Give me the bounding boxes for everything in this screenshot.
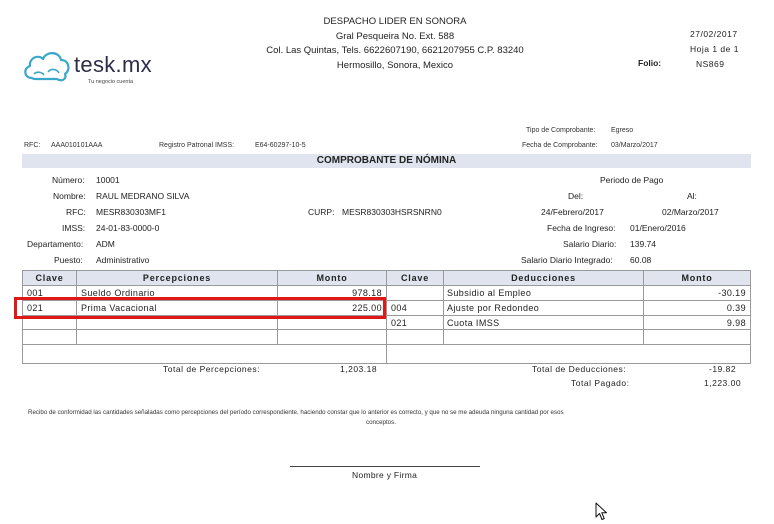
imss-label: IMSS: — [62, 223, 86, 233]
numero-label: Número: — [52, 175, 85, 185]
percepcion-monto: 978.18 — [352, 288, 382, 298]
deduccion-monto: 9.98 — [726, 318, 746, 328]
curp-value: MESR830303HSRSNRN0 — [342, 207, 442, 217]
periodo-del-value: 24/Febrero/2017 — [541, 207, 604, 217]
company-address-2: Col. Las Quintas, Tels. 6622607190, 6621207955 C.P. 83240 — [266, 45, 524, 56]
employee-rfc-label: RFC: — [66, 207, 86, 217]
percepcion-monto: 225.00 — [352, 303, 382, 313]
registro-patronal-value: E64-60297-10-5 — [255, 142, 306, 149]
tipo-comprobante-label: Tipo de Comprobante: — [526, 127, 596, 134]
curp-label: CURP: — [308, 207, 335, 217]
salario-integrado-value: 60.08 — [630, 255, 652, 265]
header-divider — [277, 271, 278, 285]
employee-rfc-value: MESR830303MF1 — [96, 207, 166, 217]
folio-label: Folio: — [638, 58, 662, 68]
logo-tagline: Tu negocio cuenta — [88, 79, 134, 85]
recibo-text-continuation: conceptos. — [366, 419, 396, 426]
puesto-label: Puesto: — [54, 255, 83, 265]
fecha-comprobante-label: Fecha de Comprobante: — [522, 142, 598, 149]
recibo-text: Recibo de conformidad las cantidades señaladas como percepciones del período correspondiente, haciendo constar que lo anterior es correcto, y que no se me adeuda ninguna cantidad por esos — [28, 409, 564, 416]
total-percepciones-label: Total de Percepciones: — [163, 364, 260, 374]
logo-name: tesk.mx — [74, 52, 152, 77]
departamento-value: ADM — [96, 239, 115, 249]
row-divider — [23, 285, 750, 286]
row-divider — [23, 329, 750, 330]
deduccion-clave: 021 — [391, 318, 408, 328]
deduccion-concepto: Ajuste por Redondeo — [447, 303, 540, 313]
deduccion-clave: 004 — [391, 303, 408, 313]
company-address-3: Hermosillo, Sonora, Mexico — [336, 60, 454, 71]
company-name: DESPACHO LIDER EN SONORA — [323, 16, 467, 27]
tipo-comprobante-value: Egreso — [611, 127, 634, 134]
imss-value: 24-01-83-0000-0 — [96, 223, 160, 233]
periodo-al-value: 02/Marzo/2017 — [662, 207, 719, 217]
salario-diario-value: 139.74 — [630, 239, 656, 249]
nombre-label: Nombre: — [53, 191, 86, 201]
signature-line — [290, 466, 480, 467]
puesto-value: Administrativo — [96, 255, 150, 265]
company-address-1: Gral Pesqueira No. Ext. 588 — [335, 31, 455, 42]
percepcion-concepto: Prima Vacacional — [81, 303, 157, 313]
fecha-comprobante-value: 03/Marzo/2017 — [611, 142, 658, 149]
deduccion-monto: 0.39 — [726, 303, 746, 313]
salario-diario-label: Salario Diario: — [563, 239, 617, 249]
header-divider — [76, 271, 77, 285]
periodo-del-label: Del: — [568, 191, 584, 201]
page-indicator: Hoja 1 de 1 — [690, 44, 739, 54]
header-deducciones: Deducciones — [511, 273, 576, 283]
total-pagado-label: Total Pagado: — [571, 378, 630, 388]
header-divider — [443, 271, 444, 285]
departamento-label: Departamento: — [27, 239, 84, 249]
tesk-logo — [22, 48, 162, 92]
deduccion-monto: -30.19 — [718, 288, 746, 298]
deduccion-concepto: Cuota IMSS — [447, 318, 500, 328]
numero-value: 10001 — [96, 175, 120, 185]
folio-value: NS869 — [696, 59, 725, 69]
total-pagado-value: 1,223.00 — [704, 378, 742, 388]
total-deducciones-label: Total de Deducciones: — [532, 364, 627, 374]
header-percepciones: Percepciones — [142, 273, 212, 283]
rfc-value: AAA010101AAA — [51, 142, 103, 149]
registro-patronal-label: Registro Patronal IMSS: — [159, 142, 235, 149]
deduccion-concepto: Subsidio al Empleo — [447, 288, 532, 298]
percepcion-concepto: Sueldo Ordinario — [81, 288, 155, 298]
periodo-al-label: Al: — [687, 191, 697, 201]
header-clave-deducciones: Clave — [400, 273, 430, 283]
periodo-pago-label: Periodo de Pago — [600, 175, 664, 185]
header-monto-deducciones: Monto — [681, 273, 713, 283]
cursor-arrow-icon — [595, 502, 609, 522]
fecha-ingreso-value: 01/Enero/2016 — [630, 223, 686, 233]
cloud-icon — [22, 48, 72, 84]
signature-label: Nombre y Firma — [352, 470, 418, 480]
percepcion-clave: 001 — [27, 288, 44, 298]
fecha-ingreso-label: Fecha de Ingreso: — [547, 223, 616, 233]
nombre-value: RAUL MEDRANO SILVA — [96, 191, 190, 201]
header-clave: Clave — [35, 273, 64, 283]
row-divider — [23, 344, 750, 345]
percepcion-clave: 021 — [27, 303, 44, 313]
total-deducciones-value: -19.82 — [709, 364, 737, 374]
rfc-label: RFC: — [24, 142, 41, 149]
salario-integrado-label: Salario Diario Integrado: — [521, 255, 613, 265]
highlight-box-prima-vacacional — [14, 297, 386, 319]
document-date: 27/02/2017 — [690, 29, 738, 39]
header-monto: Monto — [316, 273, 348, 283]
header-divider — [643, 271, 644, 285]
total-percepciones-value: 1,203.18 — [340, 364, 378, 374]
document-title: COMPROBANTE DE NÓMINA — [22, 154, 751, 168]
